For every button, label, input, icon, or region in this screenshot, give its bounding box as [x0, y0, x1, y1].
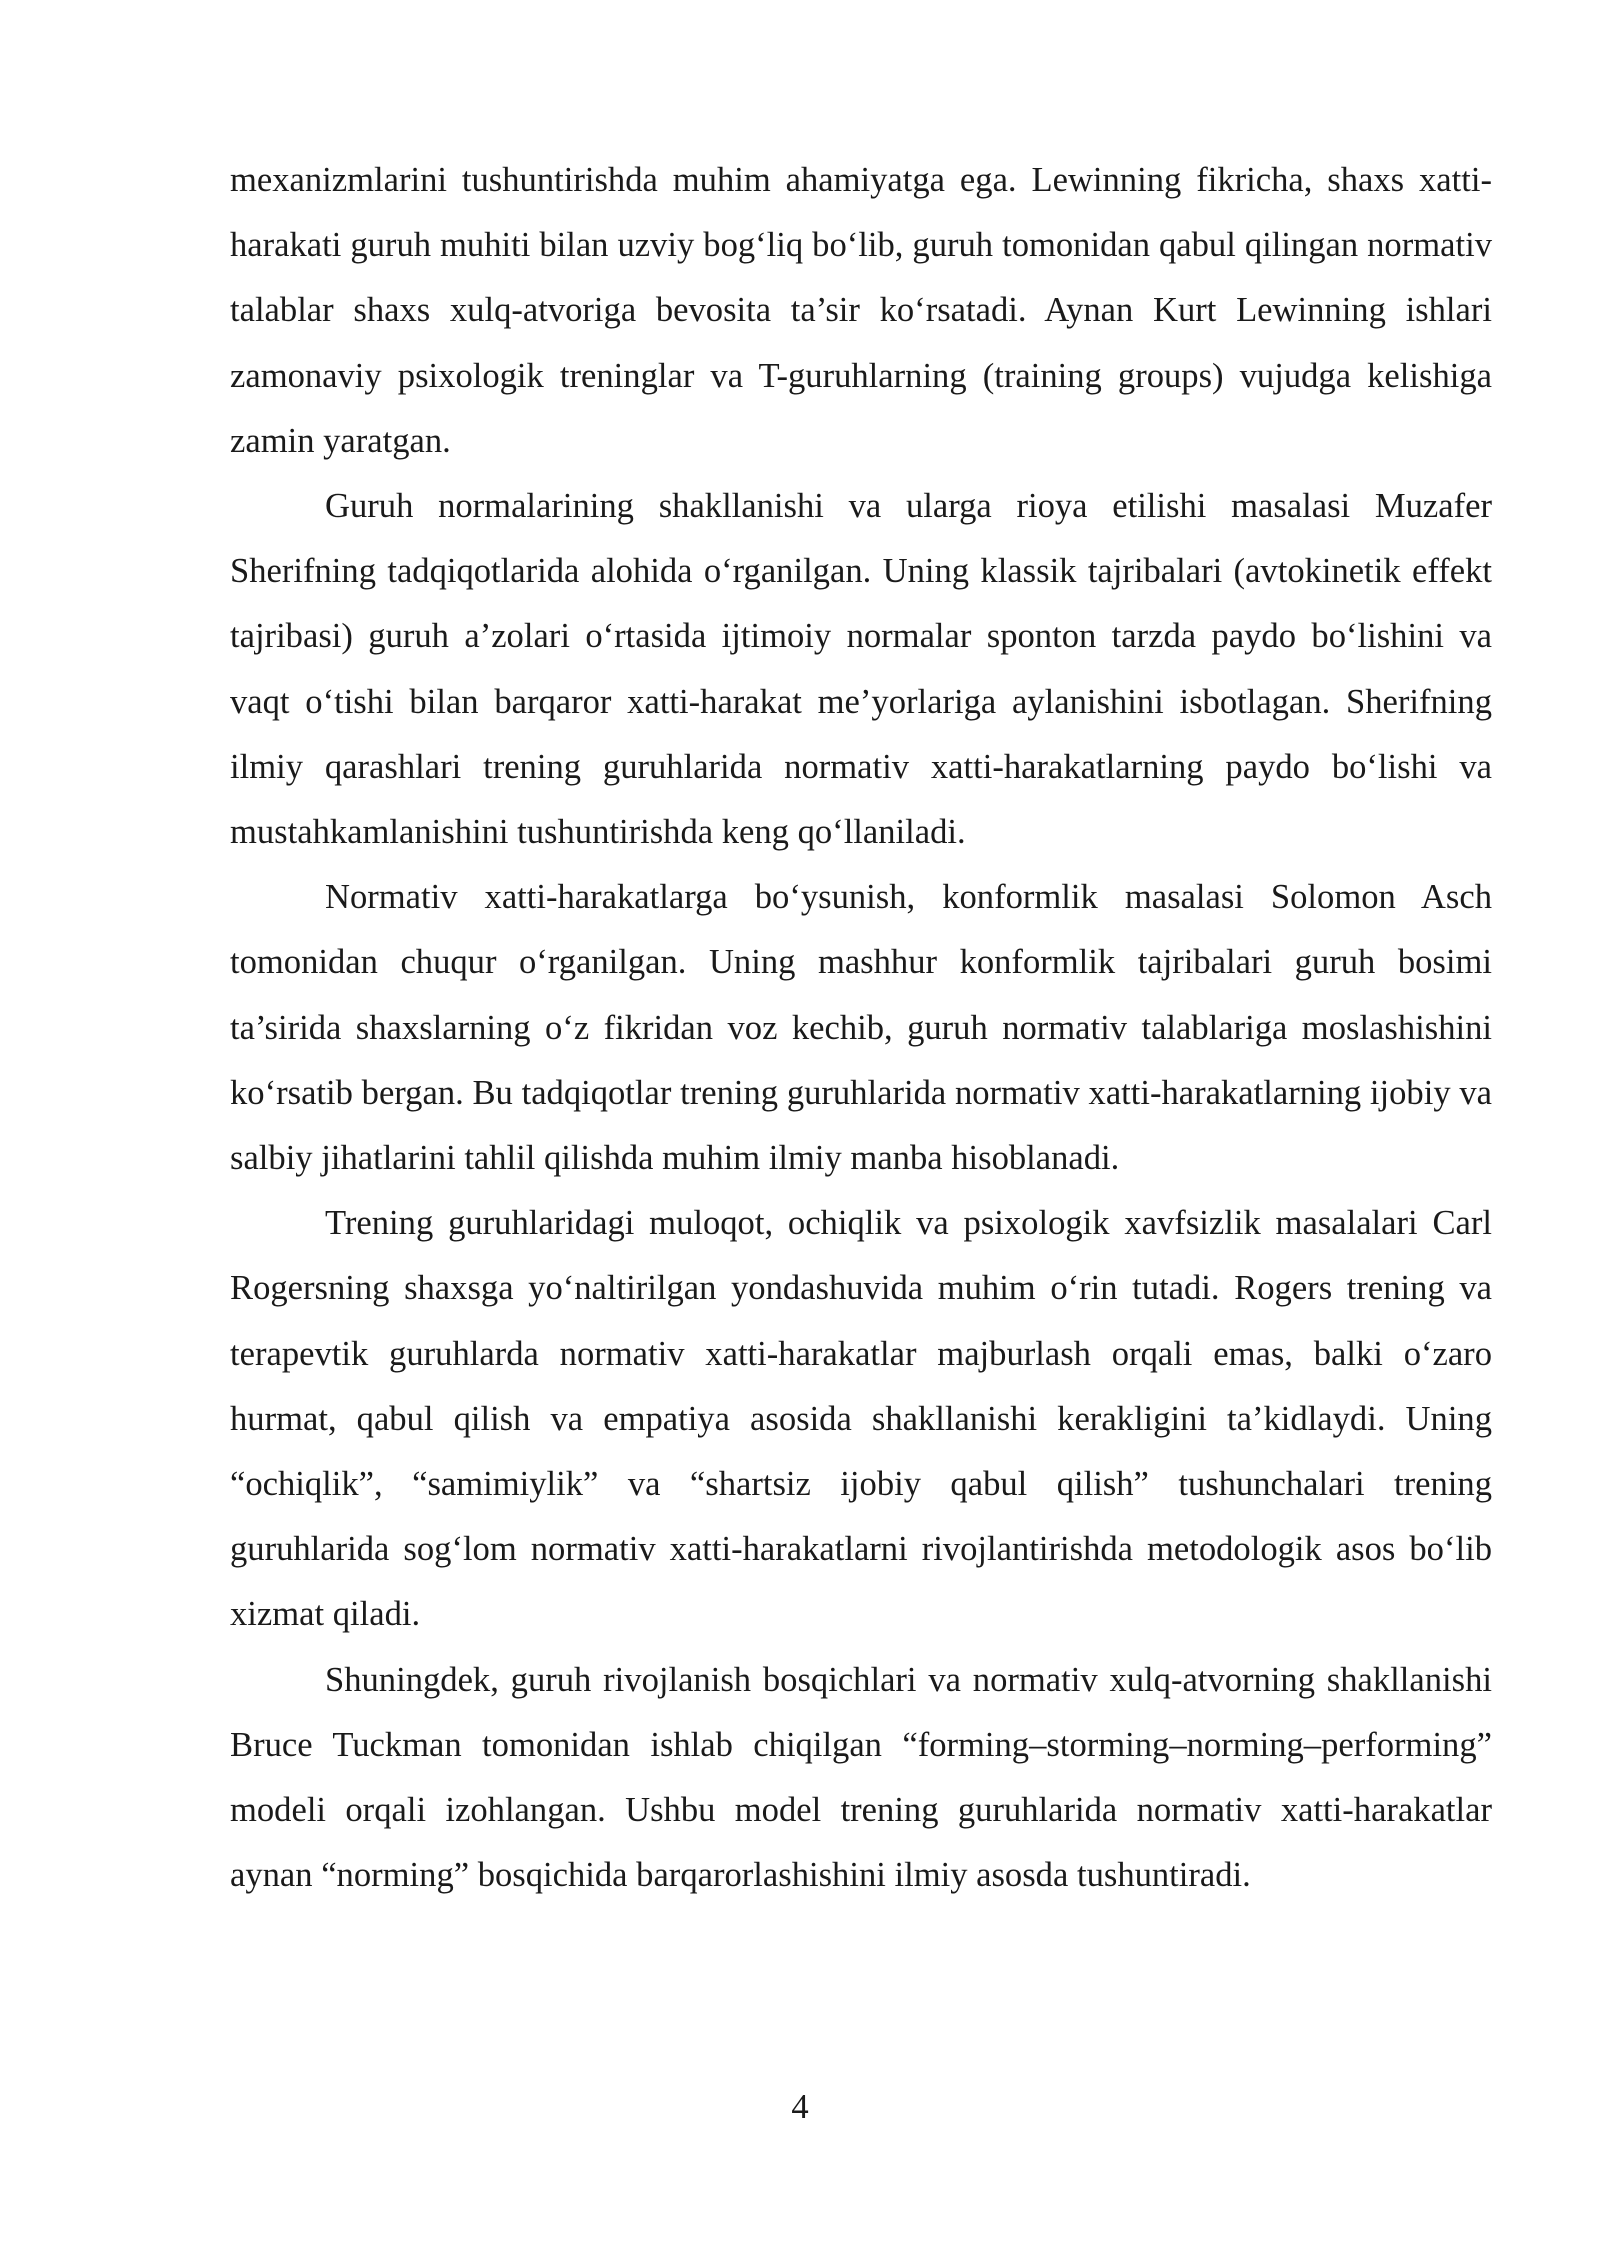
page-number: 4 — [791, 2088, 809, 2126]
document-body — [230, 148, 1492, 1908]
paragraph-tuckman: Shuningdek, guruh rivojlanish bosqichlari va normativ xulq-atvorning shakllanishi Bruce Tuckman tomonidan ishlab chiqilgan “forming–storming–norming–performing” modeli orqali izohlangan. Ushbu model trening guruhlarida normativ xatti-harakatlar aynan “norming” bosqichida barqarorlashishini ilmiy asosda tushuntiradi. — [230, 1660, 1492, 1895]
paragraph-asch: Normativ xatti-harakatlarga bo‘ysunish, konformlik masalasi Solomon Asch tomonidan chuqur o‘rganilgan. Uning mashhur konformlik tajribalari guruh bosimi ta’sirida shaxslarning o‘z fikridan voz kechib, guruh normativ talablariga moslashishini ko‘rsatib bergan. Bu tadqiqotlar trening guruhlarida normativ xatti-harakatlarning ijobiy va salbiy jihatlarini tahlil qilishda muhim ilmiy manba hisoblanadi. — [230, 878, 1492, 1178]
paragraph-rogers: Trening guruhlaridagi muloqot, ochiqlik va psixologik xavfsizlik masalalari Carl Rogersning shaxsga yo‘naltirilgan yondashuvida muhim o‘rin tutadi. Rogers trening va terapevtik guruhlarda normativ xatti-harakatlar majburlash orqali emas, balki o‘zaro hurmat, qabul qilish va empatiya asosida shakllanishi kerakligini ta’kidlaydi. Uning “ochiqlik”, “samimiylik” va “shartsiz ijobiy qabul qilish” tushunchalari trening guruhlarida sog‘lom normativ xatti-harakatlarni rivojlantirishda metodologik asos bo‘lib xizmat qiladi. — [230, 1204, 1492, 1634]
paragraph-sherif: Guruh normalarining shakllanishi va ularga rioya etilishi masalasi Muzafer Sherifning tadqiqotlarida alohida o‘rganilgan. Uning klassik tajribalari (avtokinetik effekt tajribasi) guruh a’zolari o‘rtasida ijtimoiy normalar sponton tarzda paydo bo‘lishini va vaqt o‘tishi bilan barqaror xatti-harakat me’yorlariga aylanishini isbotlagan. Sherifning ilmiy qarashlari trening guruhlarida normativ xatti-harakatlarning paydo bo‘lishi va mustahkamlanishini tushuntirishda keng qo‘llaniladi. — [230, 487, 1492, 852]
paragraph-lewin-continuation: mexanizmlarini tushuntirishda muhim ahamiyatga ega. Lewinning fikricha, shaxs xatti-harakati guruh muhiti bilan uzviy bog‘liq bo‘lib, guruh tomonidan qabul qilingan normativ talablar shaxs xulq-atvoriga bevosita ta’sir ko‘rsatadi. Aynan Kurt Lewinning ishlari zamonaviy psixologik treninglar va T-guruhlarning (training groups) vujudga kelishiga zamin yaratgan. — [230, 161, 1492, 460]
